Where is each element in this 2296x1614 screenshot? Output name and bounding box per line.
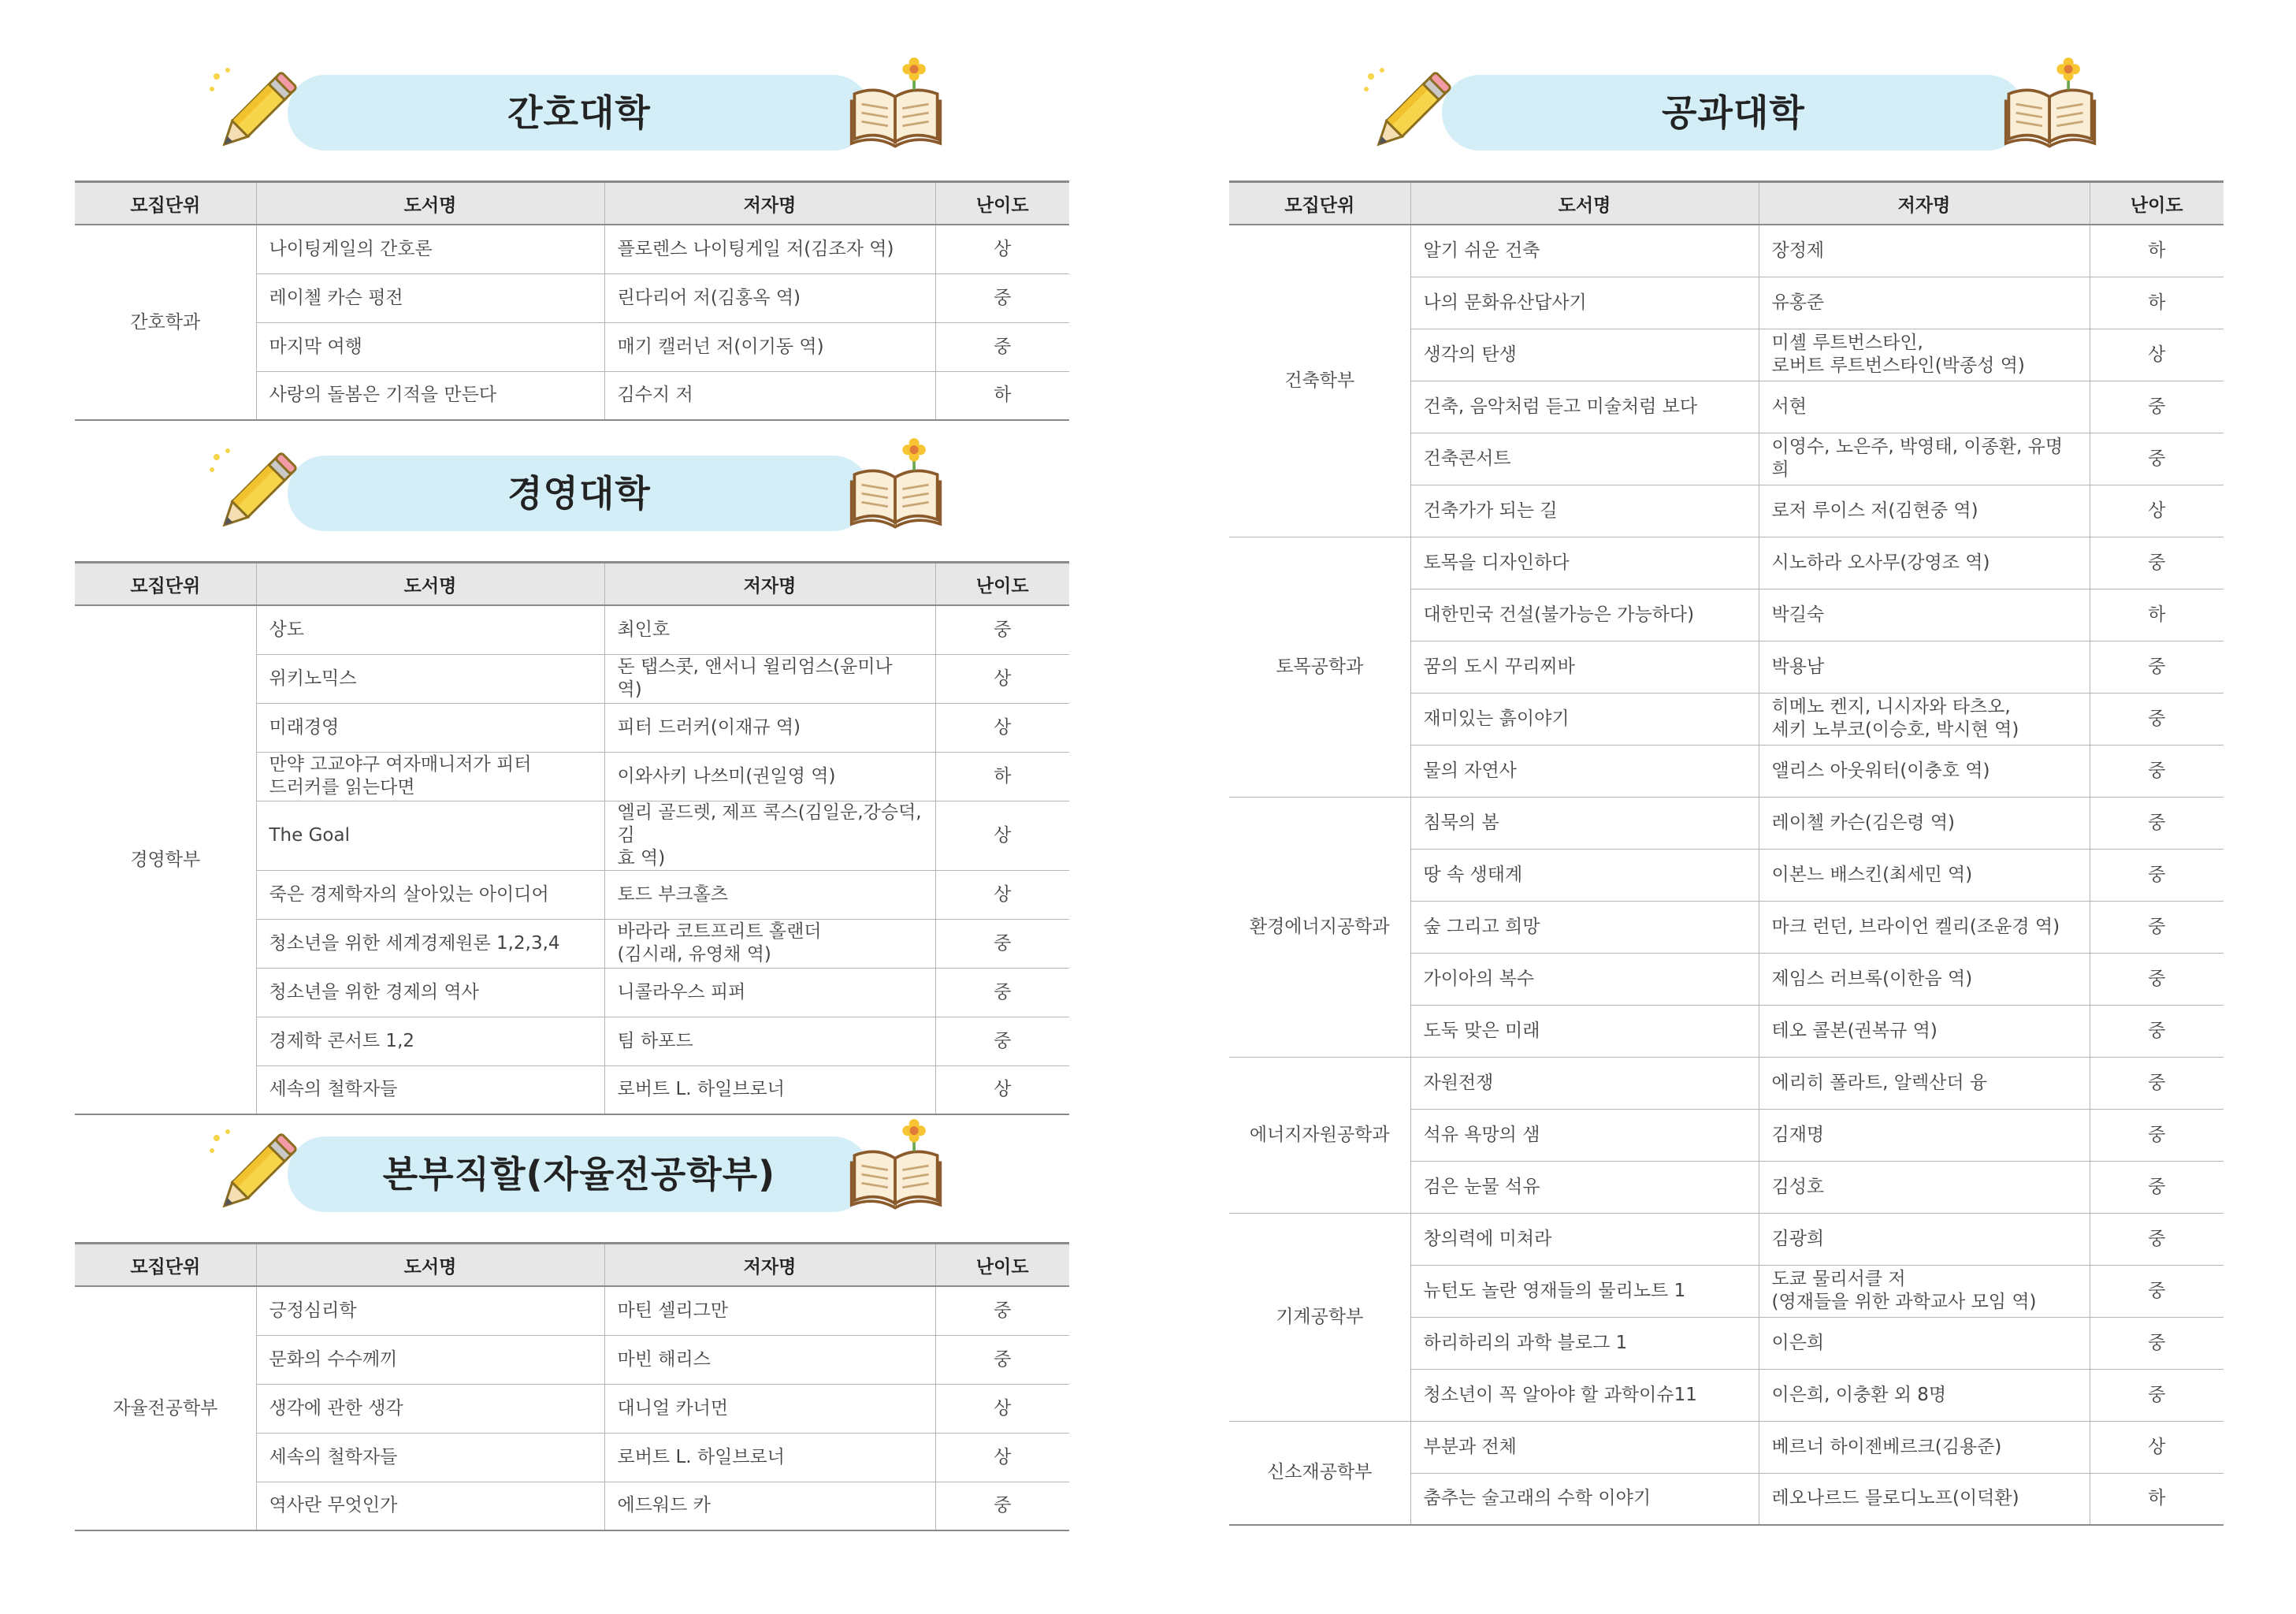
pencil-icon xyxy=(207,65,302,160)
book-cell: 청소년을 위한 세계경제원론 1,2,3,4 xyxy=(256,919,604,968)
section-title: 경영대학 xyxy=(507,472,651,515)
book-cell: 가이아의 복수 xyxy=(1410,953,1759,1005)
col-header-level: 난이도 xyxy=(2090,182,2224,225)
level-cell: 중 xyxy=(2090,1005,2224,1057)
author-cell: 토드 부크홀츠 xyxy=(604,870,935,919)
book-cell: 석유 욕망의 샘 xyxy=(1410,1109,1759,1161)
level-cell: 중 xyxy=(2090,1057,2224,1109)
book-cell: 창의력에 미쳐라 xyxy=(1410,1213,1759,1265)
book-cell: 미래경영 xyxy=(256,703,604,752)
level-cell: 중 xyxy=(2090,797,2224,849)
book-cell: 숲 그리고 희망 xyxy=(1410,901,1759,953)
level-cell: 상 xyxy=(935,225,1069,273)
author-cell: 시노하라 오사무(강영조 역) xyxy=(1759,537,2090,589)
author-cell: 도쿄 물리서클 저 (영재들을 위한 과학교사 모임 역) xyxy=(1759,1265,2090,1317)
unit-cell: 간호학과 xyxy=(75,225,256,420)
level-cell: 중 xyxy=(2090,953,2224,1005)
level-cell: 중 xyxy=(935,1286,1069,1335)
author-cell: 엘리 골드렛, 제프 콕스(김일운,강승덕,김 효 역) xyxy=(604,801,935,870)
level-cell: 중 xyxy=(2090,537,2224,589)
book-cell: 침묵의 봄 xyxy=(1410,797,1759,849)
book-cell: 나의 문화유산답사기 xyxy=(1410,277,1759,329)
author-cell: 유홍준 xyxy=(1759,277,2090,329)
header-row xyxy=(1229,182,2224,225)
book-cell: 건축가가 되는 길 xyxy=(1410,485,1759,537)
book-cell: 땅 속 생태계 xyxy=(1410,849,1759,901)
author-cell: 제임스 러브록(이한음 역) xyxy=(1759,953,2090,1005)
book-cell: 청소년이 꼭 알아야 할 과학이슈11 xyxy=(1410,1369,1759,1421)
header-row xyxy=(75,182,1069,225)
table-row xyxy=(1229,797,2224,849)
section-title: 본부직할(자율전공학부) xyxy=(382,1153,776,1196)
author-cell: 마빈 해리스 xyxy=(604,1335,935,1384)
author-cell: 이은희, 이충환 외 8명 xyxy=(1759,1369,2090,1421)
author-cell: 레이첼 카슨(김은령 역) xyxy=(1759,797,2090,849)
level-cell: 상 xyxy=(935,870,1069,919)
level-cell: 상 xyxy=(2090,485,2224,537)
level-cell: 상 xyxy=(2090,329,2224,381)
author-cell: 앨리스 아웃워터(이충호 역) xyxy=(1759,745,2090,797)
author-cell: 마틴 셀리그만 xyxy=(604,1286,935,1335)
header-row xyxy=(75,563,1069,606)
level-cell: 하 xyxy=(2090,277,2224,329)
author-cell: 이본느 배스킨(최세민 역) xyxy=(1759,849,2090,901)
col-header-book: 도서명 xyxy=(256,182,604,225)
author-cell: 대니얼 카너먼 xyxy=(604,1384,935,1433)
book-cell: 사랑의 돌봄은 기적을 만든다 xyxy=(256,371,604,420)
col-header-level: 난이도 xyxy=(935,563,1069,606)
level-cell: 상 xyxy=(935,654,1069,703)
author-cell: 장정제 xyxy=(1759,225,2090,277)
level-cell: 중 xyxy=(2090,1317,2224,1369)
section-header xyxy=(75,75,1069,169)
level-cell: 하 xyxy=(2090,225,2224,277)
level-cell: 중 xyxy=(2090,1109,2224,1161)
col-header-unit: 모집단위 xyxy=(1229,182,1410,225)
book-table xyxy=(75,561,1069,1115)
author-cell: 이영수, 노은주, 박영태, 이종환, 유명희 xyxy=(1759,433,2090,485)
section-header xyxy=(75,456,1069,550)
book-cell: 춤추는 술고래의 수학 이야기 xyxy=(1410,1473,1759,1525)
section-liberal-studies xyxy=(75,1136,1069,1531)
pencil-icon xyxy=(207,1127,302,1222)
level-cell: 상 xyxy=(935,801,1069,870)
author-cell: 테오 콜본(권복규 역) xyxy=(1759,1005,2090,1057)
col-header-author: 저자명 xyxy=(604,1244,935,1287)
author-cell: 이와사키 나쓰미(권일영 역) xyxy=(604,752,935,801)
author-cell: 로버트 L. 하일브로너 xyxy=(604,1433,935,1482)
book-cell: 알기 쉬운 건축 xyxy=(1410,225,1759,277)
level-cell: 중 xyxy=(2090,1369,2224,1421)
level-cell: 중 xyxy=(2090,641,2224,693)
level-cell: 중 xyxy=(935,1482,1069,1530)
level-cell: 상 xyxy=(2090,1421,2224,1473)
author-cell: 서현 xyxy=(1759,381,2090,433)
unit-cell: 신소재공학부 xyxy=(1229,1421,1410,1525)
book-cell: 꿈의 도시 꾸리찌바 xyxy=(1410,641,1759,693)
book-cell: 생각에 관한 생각 xyxy=(256,1384,604,1433)
author-cell: 플로렌스 나이팅게일 저(김조자 역) xyxy=(604,225,935,273)
level-cell: 중 xyxy=(935,1335,1069,1384)
level-cell: 하 xyxy=(2090,1473,2224,1525)
author-cell: 에리히 폴라트, 알렉산더 융 xyxy=(1759,1057,2090,1109)
author-cell: 바라라 코트프리트 홀랜더 (김시래, 유영채 역) xyxy=(604,919,935,968)
header-row xyxy=(75,1244,1069,1287)
table-row xyxy=(75,605,1069,654)
book-cell: 건축콘서트 xyxy=(1410,433,1759,485)
col-header-unit: 모집단위 xyxy=(75,1244,256,1287)
table-row xyxy=(75,1286,1069,1335)
book-cell: 세속의 철학자들 xyxy=(256,1433,604,1482)
unit-cell: 경영학부 xyxy=(75,605,256,1114)
table-row xyxy=(75,225,1069,273)
level-cell: 중 xyxy=(2090,693,2224,745)
book-cell: 토목을 디자인하다 xyxy=(1410,537,1759,589)
col-header-book: 도서명 xyxy=(1410,182,1759,225)
section-business xyxy=(75,456,1069,1115)
col-header-book: 도서명 xyxy=(256,1244,604,1287)
book-cell: 위키노믹스 xyxy=(256,654,604,703)
section-engineering xyxy=(1229,75,2224,1526)
book-cell: The Goal xyxy=(256,801,604,870)
table-row xyxy=(1229,1213,2224,1265)
pencil-icon xyxy=(1362,65,1456,160)
book-cell: 부분과 전체 xyxy=(1410,1421,1759,1473)
level-cell: 상 xyxy=(935,703,1069,752)
unit-cell: 에너지자원공학과 xyxy=(1229,1057,1410,1213)
author-cell: 린다리어 저(김홍옥 역) xyxy=(604,273,935,322)
col-header-unit: 모집단위 xyxy=(75,563,256,606)
level-cell: 중 xyxy=(935,605,1069,654)
level-cell: 중 xyxy=(2090,745,2224,797)
book-cell: 문화의 수수께끼 xyxy=(256,1335,604,1384)
author-cell: 박길숙 xyxy=(1759,589,2090,641)
author-cell: 레오나르드 믈로디노프(이덕환) xyxy=(1759,1473,2090,1525)
author-cell: 김재명 xyxy=(1759,1109,2090,1161)
book-table xyxy=(75,1242,1069,1531)
book-table xyxy=(1229,180,2224,1526)
pencil-icon xyxy=(207,446,302,541)
level-cell: 중 xyxy=(2090,1265,2224,1317)
col-header-level: 난이도 xyxy=(935,1244,1069,1287)
book-cell: 세속의 철학자들 xyxy=(256,1065,604,1114)
author-cell: 김성호 xyxy=(1759,1161,2090,1213)
book-cell: 물의 자연사 xyxy=(1410,745,1759,797)
book-cell: 긍정심리학 xyxy=(256,1286,604,1335)
author-cell: 니콜라우스 피퍼 xyxy=(604,968,935,1017)
author-cell: 로버트 L. 하일브로너 xyxy=(604,1065,935,1114)
level-cell: 하 xyxy=(2090,589,2224,641)
book-cell: 검은 눈물 석유 xyxy=(1410,1161,1759,1213)
author-cell: 피터 드러커(이재규 역) xyxy=(604,703,935,752)
level-cell: 중 xyxy=(2090,849,2224,901)
author-cell: 미셸 루트번스타인, 로버트 루트번스타인(박종성 역) xyxy=(1759,329,2090,381)
book-cell: 청소년을 위한 경제의 역사 xyxy=(256,968,604,1017)
author-cell: 매기 캘러넌 저(이기동 역) xyxy=(604,322,935,371)
author-cell: 돈 탭스콧, 앤서니 윌리엄스(윤미나 역) xyxy=(604,654,935,703)
open-book-icon xyxy=(843,438,949,533)
book-cell: 대한민국 건설(불가능은 가능하다) xyxy=(1410,589,1759,641)
level-cell: 중 xyxy=(935,273,1069,322)
book-cell: 뉴턴도 놀란 영재들의 물리노트 1 xyxy=(1410,1265,1759,1317)
book-cell: 나이팅게일의 간호론 xyxy=(256,225,604,273)
author-cell: 베르너 하이젠베르크(김용준) xyxy=(1759,1421,2090,1473)
section-title: 공과대학 xyxy=(1662,91,1805,134)
level-cell: 중 xyxy=(2090,433,2224,485)
level-cell: 중 xyxy=(935,968,1069,1017)
author-cell: 히메노 켄지, 니시자와 타츠오, 세키 노부코(이승호, 박시현 역) xyxy=(1759,693,2090,745)
section-header xyxy=(1229,75,2224,169)
author-cell: 김광희 xyxy=(1759,1213,2090,1265)
book-cell: 하리하리의 과학 블로그 1 xyxy=(1410,1317,1759,1369)
book-cell: 역사란 무엇인가 xyxy=(256,1482,604,1530)
table-row xyxy=(1229,1057,2224,1109)
col-header-book: 도서명 xyxy=(256,563,604,606)
author-cell: 최인호 xyxy=(604,605,935,654)
col-header-unit: 모집단위 xyxy=(75,182,256,225)
open-book-icon xyxy=(1997,58,2104,152)
section-nursing xyxy=(75,75,1069,421)
level-cell: 중 xyxy=(2090,1213,2224,1265)
book-cell: 상도 xyxy=(256,605,604,654)
book-cell: 자원전쟁 xyxy=(1410,1057,1759,1109)
author-cell: 마크 런던, 브라이언 켈리(조윤경 역) xyxy=(1759,901,2090,953)
unit-cell: 건축학부 xyxy=(1229,225,1410,537)
level-cell: 중 xyxy=(935,1017,1069,1065)
book-cell: 마지막 여행 xyxy=(256,322,604,371)
book-cell: 생각의 탄생 xyxy=(1410,329,1759,381)
unit-cell: 환경에너지공학과 xyxy=(1229,797,1410,1057)
table-row xyxy=(1229,537,2224,589)
table-row xyxy=(1229,1421,2224,1473)
author-cell: 박용남 xyxy=(1759,641,2090,693)
level-cell: 중 xyxy=(2090,381,2224,433)
level-cell: 하 xyxy=(935,371,1069,420)
author-cell: 로저 루이스 저(김현중 역) xyxy=(1759,485,2090,537)
level-cell: 상 xyxy=(935,1433,1069,1482)
col-header-author: 저자명 xyxy=(604,182,935,225)
col-header-level: 난이도 xyxy=(935,182,1069,225)
level-cell: 상 xyxy=(935,1384,1069,1433)
level-cell: 하 xyxy=(935,752,1069,801)
author-cell: 에드워드 카 xyxy=(604,1482,935,1530)
table-row xyxy=(1229,225,2224,277)
author-cell: 김수지 저 xyxy=(604,371,935,420)
author-cell: 팀 하포드 xyxy=(604,1017,935,1065)
level-cell: 중 xyxy=(935,322,1069,371)
col-header-author: 저자명 xyxy=(604,563,935,606)
open-book-icon xyxy=(843,1119,949,1214)
book-cell: 경제학 콘서트 1,2 xyxy=(256,1017,604,1065)
unit-cell: 기계공학부 xyxy=(1229,1213,1410,1421)
level-cell: 중 xyxy=(2090,1161,2224,1213)
level-cell: 중 xyxy=(2090,901,2224,953)
level-cell: 중 xyxy=(935,919,1069,968)
book-cell: 건축, 음악처럼 듣고 미술처럼 보다 xyxy=(1410,381,1759,433)
book-cell: 만약 고교야구 여자매니저가 피터 드러커를 읽는다면 xyxy=(256,752,604,801)
book-cell: 재미있는 흙이야기 xyxy=(1410,693,1759,745)
unit-cell: 자율전공학부 xyxy=(75,1286,256,1530)
book-cell: 도둑 맞은 미래 xyxy=(1410,1005,1759,1057)
level-cell: 상 xyxy=(935,1065,1069,1114)
section-title: 간호대학 xyxy=(507,91,651,134)
open-book-icon xyxy=(843,58,949,152)
unit-cell: 토목공학과 xyxy=(1229,537,1410,797)
book-table xyxy=(75,180,1069,421)
book-cell: 죽은 경제학자의 살아있는 아이디어 xyxy=(256,870,604,919)
book-cell: 레이첼 카슨 평전 xyxy=(256,273,604,322)
section-header xyxy=(75,1136,1069,1231)
author-cell: 이은희 xyxy=(1759,1317,2090,1369)
col-header-author: 저자명 xyxy=(1759,182,2090,225)
